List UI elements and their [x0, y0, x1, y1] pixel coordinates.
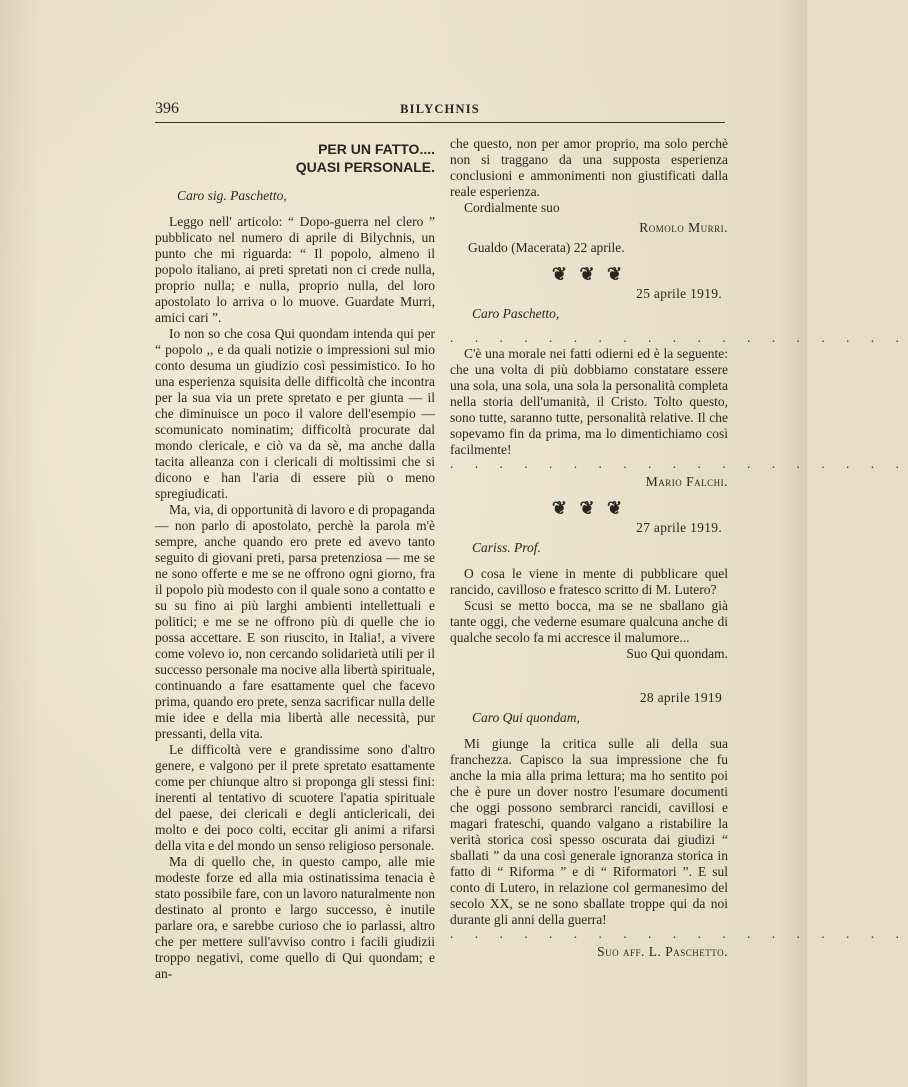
letter-salutation: Caro sig. Paschetto, [177, 188, 287, 203]
ornament-divider: ❦ ❦ ❦ [551, 498, 627, 518]
page-header [155, 100, 725, 122]
left-column [155, 136, 435, 982]
letter-salutation: Cariss. Prof. [472, 540, 541, 555]
letter-date: 25 aprile 1919. [636, 286, 722, 301]
right-column [450, 136, 908, 960]
letter-body: Scusi se metto bocca, ma se ne sballano già tante oggi, che vederne esumare qualcuna anche di qualche secolo fa mi accresce il malumore... [450, 598, 728, 645]
letter-body: Mi giunge la critica sulle ali della sua franchezza. Capisco la sua impressione che fu anche la mia alla prima lettura; ma ho sentito poi che è pure un dover nostro l'esumare documenti che oggi possono sembrarci rancidi, cavillosi e magari frateschi, quando valgano a ristabilire la verità storica così spesso oscurata dai giudizi “ sballati ” da una così generale ignoranza storica in fatto di “ Riforma ” e di “ Riformatori ”. E sul conto di Lutero, in relazione col germanesimo del secolo XX, se ne sono sballate troppe qui da noi durante gli anni della guerra! [450, 736, 728, 927]
paragraph-continuation: che questo, non per amor proprio, ma solo perchè non si traggano da una supposta esperienza conclusioni e ammonimenti non giustificati dalla reale esperienza. [450, 136, 728, 199]
signature-paschetto: Suo aff. L. Paschetto. [597, 944, 728, 959]
title-line-2: QUASI PERSONALE. [295, 159, 435, 175]
signature-falchi: Mario Falchi. [645, 474, 728, 489]
ornament-divider: ❦ ❦ ❦ [551, 264, 627, 284]
letter-body: O cosa le viene in mente di pubblicare quel rancido, cavilloso e fratesco scritto di M. Lutero? [450, 566, 728, 597]
paragraph: Io non so che cosa Qui quondam intenda qui per “ popolo ,, e da quali notizie o impressioni sul mio conto desuma un giudizio così pessimistico. Io ho una esperienza squisita delle difficoltà che incontra per la sua via un prete spretato e per giunta — il che diminuisce un poco il valore dell'esempio — scomunicato nominatim; difficoltà procurate dal mondo clericale, e ciò va da sè, ma anche dalla tacita alleanza con i clericali di moltissimi che si dicono e han l'aria di essere più o meno spregiudicati. [155, 326, 435, 501]
header-rule [155, 122, 725, 123]
ellipsis-row: . . . . . . . . . . . . . . . . . . . [450, 926, 908, 941]
letter-date: 27 aprile 1919. [636, 520, 722, 535]
article-title [155, 140, 435, 176]
place-date: Gualdo (Macerata) 22 aprile. [468, 240, 625, 255]
letter-body: C'è una morale nei fatti odierni ed è la seguente: che una volta di più dobbiamo constatare essere una sola, una sola, una sola la personalità completa nella storia dell'umanità, il Cristo. Tolto questo, sono tutte, saranno tutte, personalità relative. Il che sopevamo fin da prima, ma lo dimentichiamo così facilmente! [450, 346, 728, 457]
running-title: BILYCHNIS [400, 102, 480, 116]
signature-murri: Romolo Murri. [639, 220, 728, 235]
paragraph: Ma, via, di opportunità di lavoro e di propaganda — non parlo di apostolato, perchè la parola m'è sempre, anche quando ero prete ed avevo tanto seguito di giovani preti, parsa pretenziosa — me se ne sono offerte e me se ne offrono ogni giorno, fra il popolo più modesto con il quale sono a contatto e su su fino ai più larghi ambienti intellettuali e politici; e me se ne offrono più di quelle che io possa accettare. E son riuscito, in Italia!, a vivere come volevo io, non cercando solidarietà utili per il successo personale ma nocive alla libertà spirituale, continuando a fare esattamente quel che facevo prima, quando ero prete, senza sacrificar nulla delle mie idee e della mia libertà alle necessità, pur pressanti, della vita. [155, 502, 435, 741]
ellipsis-row: . . . . . . . . . . . . . . . . . . . [450, 456, 908, 471]
ellipsis-row: . . . . . . . . . . . . . . . . . . . [450, 330, 908, 345]
paragraph: Ma di quello che, in questo campo, alle mie modeste forze ed alla mia ostinatissima tenacia è stato possibile fare, con un lavoro naturalmente non destinato al pronto e largo successo, è inutile parlare ora, e sarebbe curioso che io parlassi, altro che per mettere sull'avviso contro i facili giudizii troppo negativi, come quello di Qui quondam; e an- [155, 854, 435, 981]
letter-salutation: Caro Qui quondam, [472, 710, 580, 725]
paragraph: Le difficoltà vere e grandissime sono d'altro genere, e valgono per il prete spretato esattamente come per chiunque altro si proponga gli stessi fini: inerenti al tentativo di scuotere l'apatia spirituale del paese, dei clericali e degli anticlericali, dei molto e dei poco colti, eccitar gli animi a rifarsi della vita e del mondo un senso religioso personale. [155, 742, 435, 853]
title-line-1: PER UN FATTO.... [318, 141, 435, 157]
letter-salutation: Caro Paschetto, [472, 306, 560, 321]
closing: Cordialmente suo [464, 200, 560, 215]
page-number: 396 [155, 100, 179, 117]
paragraph: Leggo nell' articolo: “ Dopo-guerra nel clero ” pubblicato nel numero di aprile di Bilychnis, un punto che mi riguarda: “ Il popolo, almeno il popolo italiano, ai preti spretati non ci crede nulla, proprio nulla; e nulla, proprio nulla, del loro apostolato lo arriva o lo muove. Guardate Murri, amici cari ”. [155, 214, 435, 325]
signature-qui-quondam: Suo Qui quondam. [626, 646, 728, 661]
letter-date: 28 aprile 1919 [639, 690, 722, 705]
